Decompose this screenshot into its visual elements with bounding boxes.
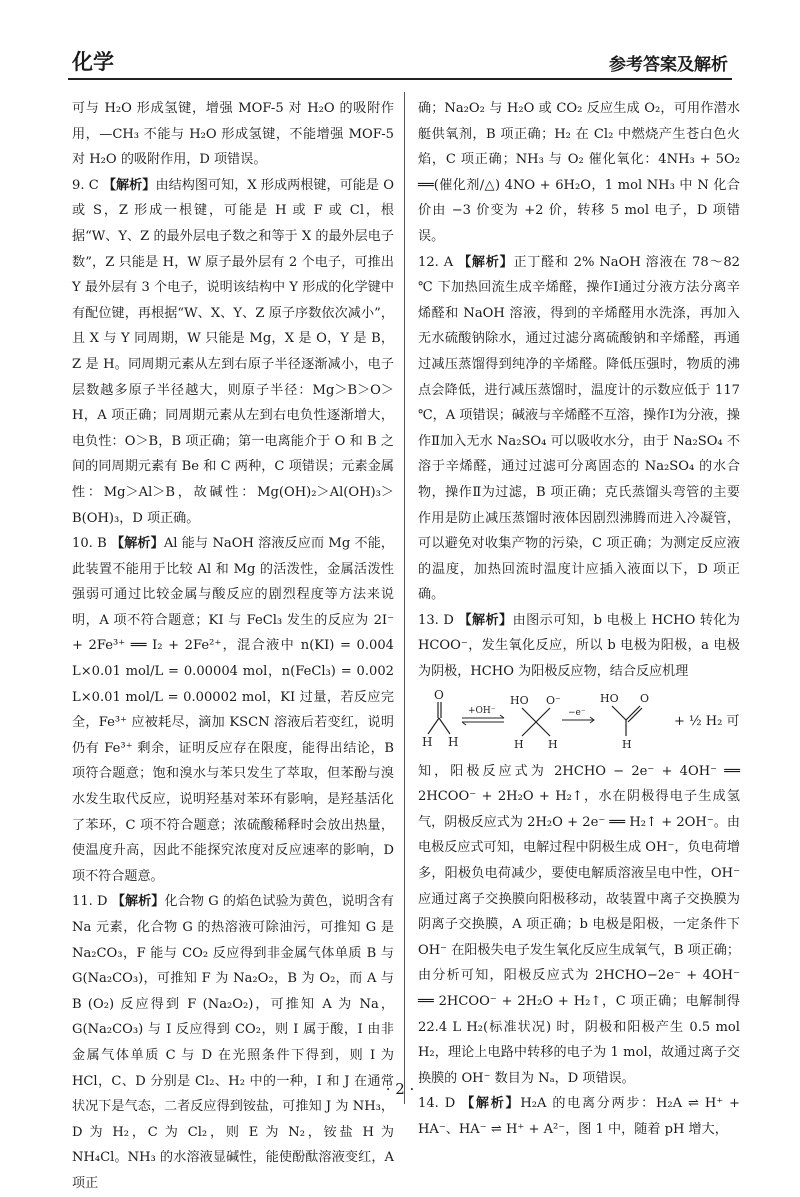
formaldehyde-structure: [428, 702, 450, 734]
right-column: [418, 96, 740, 1143]
svg-text:HO: HO: [600, 691, 619, 705]
analysis-label: 【解析】: [458, 612, 513, 628]
svg-text:O⁻: O⁻: [546, 693, 561, 707]
plus-oh-label: +OH⁻: [468, 705, 496, 716]
svg-text:O: O: [434, 687, 444, 702]
answer-number: 11. D: [72, 894, 108, 910]
section-title: 参考答案及解析: [609, 55, 728, 75]
reaction-tail: + ½ H₂ 可: [674, 713, 740, 729]
analysis-text: Al 能与 NaOH 溶液反应而 Mg 不能，此装置不能用于比较 Al 和 Mg 的活泼性，金属活泼性强弱可通过比较金属与酸反应的剧烈程度等方法来说明，A 项不符合题意；KI 与 FeCl₃ 发生的反应为: [72, 536, 395, 628]
analysis-text: 由图示可知，b 电极上 HCHO 转化为 HCOO⁻，发生氧化反应，所以 b 电极为阳极，a 电极为阴极，HCHO 为阳极反应物，结合反应机理: [418, 612, 741, 680]
left-column: [72, 96, 394, 1197]
analysis-text: H₂A 的电离分两步：H₂A ⇌ H⁺ + HA⁻、HA⁻ ⇌ H⁺ + A²⁻，图 1 中，随着 pH 增大，: [418, 1096, 741, 1137]
svg-text:H: H: [622, 737, 632, 751]
answer-number: 12. A: [418, 254, 454, 270]
answer-12: [418, 250, 740, 608]
svg-text:H: H: [448, 734, 459, 749]
answer-13-continued: 知，阳极反应式为 2HCHO − 2e⁻ + 4OH⁻ ══ 2HCOO⁻ + 2H₂O + H₂↑，水在阴极得电子生成氢气，阴极反应式为 2H₂O + 2e⁻ ══ H₂↑ + 2OH⁻。由电极反应式可知，电解过程中阴极生成 OH⁻，负电荷增多，阳极负电荷减少，要使电解质溶液呈电中性，OH⁻ 应通过离子交换膜向阳极移动，故装置中离子交换膜为阴离子交换膜，A 项正确；b 电极是阳极，一定条件下 OH⁻ 在阳极失电子发生氧化反应生成氧气，B 项正确；由分析可知，阳极反应式为 2HCHO−2e⁻ + 4OH⁻ ══ 2HCOO⁻ + 2H₂O + H₂↑，C 项正确；电解制得 22.4 L H₂(标准状况) 时，阴极和阳极产生 0.5 mol H₂，理论上电路中转移的电子为 1 mol，故通过离子交换膜的 OH⁻ 数目为 Nₐ，D 项错误。: [418, 763, 740, 1086]
analysis-text: 化合物 G 的焰色试验为黄色，说明含有 Na 元素，化合物 G 的热溶液可除油污，可推知 G 是 Na₂CO₃，F 能与 CO₂ 反应得到非金属气体单质 B 与 G(Na₂CO₃)，可推知 F 为 Na₂O₂，B 为 O₂，而 A 与 B (O₂) 反应得到 F (Na₂O₂)，可推知 A 为 Na，G(Na₂CO₃) 与 I 反应得到 CO₂，则 I 属于酸，I 由非金属气体单质 C 与 D 在光照条件下得到，则 I 为 HCl，C、D 分别是 Cl₂、H₂ 中的一种，I 和 J 在通常状况下是气态，二者反应得到铵盐，可推知 J 为 NH₃，D 为 H₂，C 为 Cl₂，则 E 为 N₂，铵盐 H 为 NH₄Cl。NH₃ 的水溶液显碱性，能使酚酞溶液变红，A 项正: [72, 894, 395, 1191]
svg-text:HO: HO: [510, 693, 529, 707]
answer-number: 9. C: [72, 177, 99, 193]
analysis-label: 【解析】: [102, 177, 156, 193]
equilibrium-arrow: [462, 715, 504, 725]
page-header: [68, 40, 732, 80]
analysis-label: 【解析】: [111, 894, 165, 910]
analysis-label: 【解析】: [111, 536, 164, 552]
mechanism-diagram: [418, 688, 668, 756]
svg-text:H: H: [514, 737, 524, 751]
answer-14: [418, 1091, 740, 1142]
page-number: · 2 ·: [385, 1080, 415, 1098]
analysis-text: 由结构图可知，X 形成两根键，可能是 O 或 S，Z 形成一根键，可能是 H 或 F 或 Cl，根据“W、Y、Z 的最外层电子数之和等于 X 的最外层电子数”，Z 只能是 H，W 原子最外层有 2 个电子，可推出 Y 最外层有 3 个电子，说明该结构中 Y 形成的化学键中有配位键，再根据“W、X、Y、Z 原子序数依次减小”，且 X 与 Y 同周期，W 只能是 Mg，X 是 O，Y 是 B，Z 是 H。同周期元素从左到右原子半径逐渐减小，电子层数越多原子半径越大，则原子半径：Mg＞B＞O＞H，A 项正确；同周期元素从左到右电负性逐渐增大，电负性：O＞B，B 项正确；第一电离能介于 O 和 B 之间的同周期元素有 Be 和 C 两种，C 项错误；元素金属性：Mg＞Al＞B，故碱性：Mg(OH)₂＞Al(OH)₃＞B(OH)₃，D 项正确。: [72, 177, 394, 526]
equation-text: 2I⁻ + 2Fe³⁺ ══ I₂ + 2Fe²⁺，混合液中 n(KI) = 0.004 L×0.01 mol/L = 0.00004 mol，n(FeCl₃) = 0.002 L×0.01 mol/L = 0.00002 mol，KI 过量，若反应完全，Fe³⁺ 应被耗尽，滴加 KSCN 溶液后若变红，说明仍有 Fe³⁺ 剩余，证明反应存在限度，能得出结论，B 项符合题意；饱和溴水与苯只发生了萃取，但苯酚与溴水发生取代反应，说明羟基对苯环有影响，是羟基活化了苯环，C 项不符合题意；浓硫酸稀释时会放出热量，使温度升高，因此不能探究浓度对反应速率的影响，D 项不符合题意。: [72, 612, 394, 884]
answer-13: [418, 608, 740, 685]
continuation-paragraph: 确；Na₂O₂ 与 H₂O 或 CO₂ 反应生成 O₂，可用作潜水艇供氧剂，B 项正确；H₂ 在 Cl₂ 中燃烧产生苍白色火焰，C 项正确；NH₃ 与 O₂ 催化氧化：4NH₃ + 5O₂ ══(催化剂/△) 4NO + 6H₂O，1 mol NH₃ 中 N 化合价由 −3 价变为 +2 价，转移 5 mol 电子，D 项错误。: [418, 101, 740, 244]
electron-label: −e⁻: [568, 707, 586, 718]
analysis-text: 正丁醛和 2% NaOH 溶液在 78～82 ℃ 下加热回流生成辛烯醛，操作Ⅰ通过分液方法分离辛烯醛和 NaOH 溶液，得到的辛烯醛用水洗涤，再加入无水硫酸钠除水，通过过滤分离硫酸钠和辛烯醛，再通过减压蒸馏得到纯净的辛烯醛。降低压强时，物质的沸点会降低，进行减压蒸馏时，温度计的示数应低于 117 ℃，A 项错误；碱液与辛烯醛不互溶，操作Ⅰ为分液，操作Ⅱ加入无水 Na₂SO₄ 可以吸收水分，由于 Na₂SO₄ 不溶于辛烯醛，通过过滤可分离固态的 Na₂SO₄ 的水合物，操作Ⅱ为过滤，B 项正确；克氏蒸馏头弯管的主要作用是防止减压蒸馏时液体因剧烈沸腾而进入冷凝管，可以避免对收集产物的污染，C 项正确；为测定反应液的温度，加热回流时温度计应插入液面以下，D 项正确。: [418, 254, 740, 603]
answer-number: 13. D: [418, 612, 454, 628]
answer-11: [72, 889, 394, 1196]
answer-10: [72, 531, 394, 889]
subject-title: 化学: [72, 49, 114, 74]
column-divider: [404, 92, 405, 1104]
svg-text:H: H: [422, 734, 433, 749]
reaction-mechanism: [418, 687, 740, 757]
analysis-label: 【解析】: [458, 254, 514, 270]
answer-number: 10. B: [72, 536, 107, 552]
answer-number: 14. D: [418, 1096, 456, 1112]
continuation-paragraph: 可与 H₂O 形成氢键，增强 MOF-5 对 H₂O 的吸附作用，—CH₃ 不能与 H₂O 形成氢键，不能增强 MOF-5 对 H₂O 的吸附作用，D 项错误。: [72, 101, 394, 168]
answer-9: [72, 173, 394, 531]
svg-text:O: O: [640, 691, 650, 705]
svg-text:H: H: [548, 737, 558, 751]
analysis-label: 【解析】: [461, 1096, 521, 1112]
